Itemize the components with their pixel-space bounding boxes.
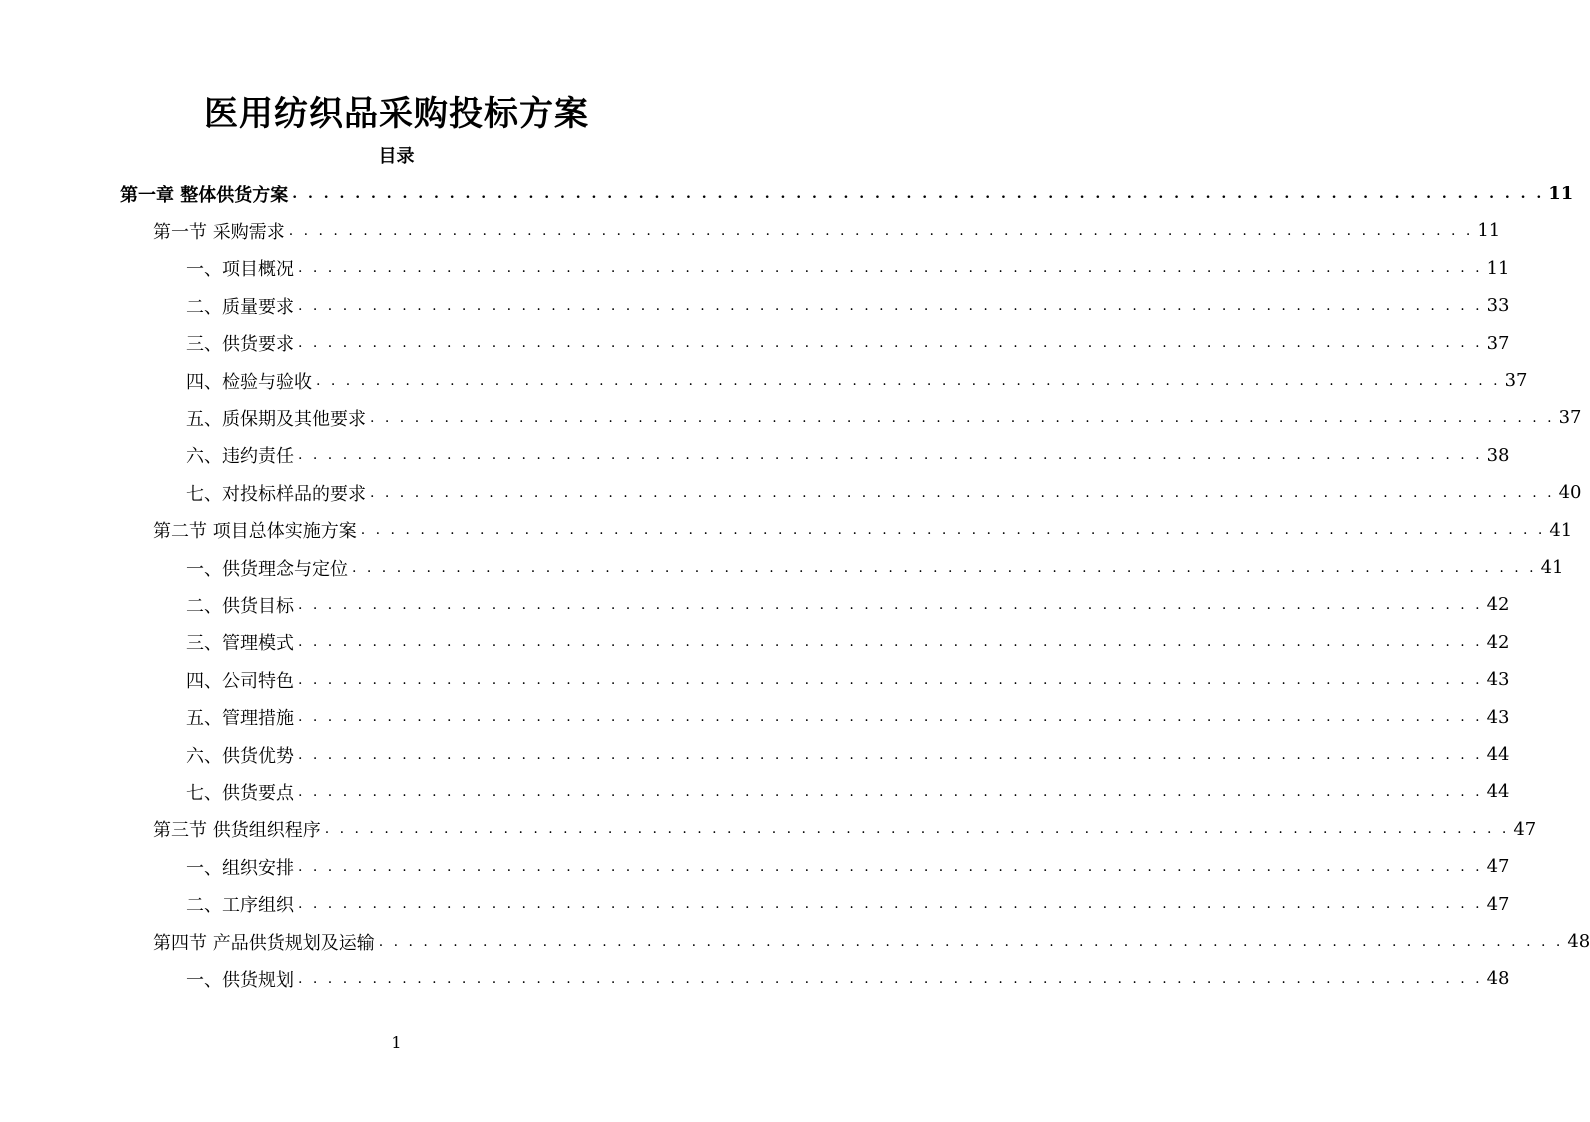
toc-entry-label: 第一节 采购需求: [153, 221, 285, 243]
toc-entry-page: 47: [1513, 818, 1537, 840]
toc-entry-page: 43: [1486, 706, 1510, 728]
toc-entry-page: 41: [1540, 557, 1564, 578]
toc-entry[interactable]: [186, 362, 1528, 399]
toc-entry-label: 一、项目概况: [186, 259, 294, 281]
toc-entry-label: 五、质保期及其他要求: [186, 408, 366, 430]
toc-dot-leader: . . . . . . . . . . . . . . . . . . . . . . . . . . . . . . . . . . . . . . . . . . . . . . . . . . . . . . . . . . . . . . . . . . . . . . . . . . . . . . . .: [370, 409, 1555, 426]
toc-entry[interactable]: [186, 287, 1510, 324]
toc-entry-page: 11: [1486, 257, 1510, 279]
toc-entry[interactable]: [153, 923, 1590, 960]
toc-entry[interactable]: [186, 437, 1510, 474]
toc-entry-label: 二、工序组织: [186, 895, 294, 917]
toc-entry-page: 42: [1486, 631, 1510, 653]
toc-dot-leader: . . . . . . . . . . . . . . . . . . . . . . . . . . . . . . . . . . . . . . . . . . . . . . . . . . . . . . . . . . . . . . . . . . . . . . . . . . . . . . . .: [292, 185, 1545, 202]
toc-dot-leader: . . . . . . . . . . . . . . . . . . . . . . . . . . . . . . . . . . . . . . . . . . . . . . . . . . . . . . . . . . . . . . . . . . . . . . . . . . . . . . . .: [352, 559, 1537, 576]
toc-entry-label: 一、供货规划: [186, 969, 294, 991]
toc-entry-page: 44: [1486, 781, 1510, 803]
toc-entry-page: 37: [1486, 332, 1510, 354]
toc-entry-page: 11: [1477, 220, 1501, 242]
toc-entry-page: 37: [1558, 407, 1582, 429]
toc-entry[interactable]: [186, 399, 1582, 436]
page-number: 1: [391, 1033, 402, 1052]
toc-entry-label: 四、公司特色: [186, 670, 294, 692]
toc-entry-label: 七、对投标样品的要求: [186, 483, 366, 505]
toc-entry[interactable]: [153, 212, 1501, 249]
toc-entry-label: 五、管理措施: [186, 708, 294, 730]
toc-entry-page: 43: [1486, 669, 1510, 691]
toc-entry[interactable]: [186, 624, 1510, 661]
toc-entry-label: 第三节 供货组织程序: [153, 820, 321, 842]
toc-entry[interactable]: [186, 699, 1510, 736]
toc-entry[interactable]: [186, 586, 1510, 623]
toc-entry-label: 三、管理模式: [186, 633, 294, 655]
toc-entry-label: 二、供货目标: [186, 595, 294, 617]
toc-entry[interactable]: [186, 960, 1510, 997]
toc-dot-leader: . . . . . . . . . . . . . . . . . . . . . . . . . . . . . . . . . . . . . . . . . . . . . . . . . . . . . . . . . . . . . . . . . . . . . . . . . . . . . . . .: [298, 447, 1483, 464]
toc-dot-leader: . . . . . . . . . . . . . . . . . . . . . . . . . . . . . . . . . . . . . . . . . . . . . . . . . . . . . . . . . . . . . . . . . . . . . . . . . . . . . . . .: [298, 709, 1483, 726]
toc-entry-page: 33: [1486, 295, 1510, 317]
toc-entry-page: 48: [1567, 931, 1590, 952]
toc-entry-label: 一、组织安排: [186, 857, 294, 879]
toc-dot-leader: . . . . . . . . . . . . . . . . . . . . . . . . . . . . . . . . . . . . . . . . . . . . . . . . . . . . . . . . . . . . . . . . . . . . . . . . . . . . . . . .: [298, 783, 1483, 800]
toc-entry[interactable]: [186, 848, 1510, 885]
toc-dot-leader: . . . . . . . . . . . . . . . . . . . . . . . . . . . . . . . . . . . . . . . . . . . . . . . . . . . . . . . . . . . . . . . . . . . . . . . . . . . . . . . .: [298, 746, 1483, 763]
toc-dot-leader: . . . . . . . . . . . . . . . . . . . . . . . . . . . . . . . . . . . . . . . . . . . . . . . . . . . . . . . . . . . . . . . . . . . . . . . . . . . . . . . .: [288, 222, 1474, 239]
toc-entry[interactable]: [186, 474, 1582, 511]
toc-dot-leader: . . . . . . . . . . . . . . . . . . . . . . . . . . . . . . . . . . . . . . . . . . . . . . . . . . . . . . . . . . . . . . . . . . . . . . . . . . . . . . . .: [298, 858, 1483, 875]
toc-entry-page: 11: [1548, 183, 1574, 204]
toc-dot-leader: . . . . . . . . . . . . . . . . . . . . . . . . . . . . . . . . . . . . . . . . . . . . . . . . . . . . . . . . . . . . . . . . . . . . . . . . . . . . . . . .: [298, 634, 1483, 651]
toc-entry-page: 47: [1486, 893, 1510, 915]
toc-dot-leader: . . . . . . . . . . . . . . . . . . . . . . . . . . . . . . . . . . . . . . . . . . . . . . . . . . . . . . . . . . . . . . . . . . . . . . . . . . . . . . . .: [298, 671, 1483, 688]
toc-entry-page: 42: [1486, 594, 1510, 616]
toc-entry-page: 38: [1486, 444, 1510, 466]
toc-entry-label: 六、供货优势: [186, 745, 294, 767]
toc-entry-label: 第四节 产品供货规划及运输: [153, 932, 375, 954]
toc-entry-label: 一、供货理念与定位: [186, 558, 348, 580]
toc-entry-page: 41: [1549, 519, 1573, 541]
toc-entry[interactable]: [186, 736, 1510, 773]
toc-entry-page: 48: [1486, 968, 1510, 990]
toc-entry[interactable]: [186, 549, 1564, 586]
toc-dot-leader: . . . . . . . . . . . . . . . . . . . . . . . . . . . . . . . . . . . . . . . . . . . . . . . . . . . . . . . . . . . . . . . . . . . . . . . . . . . . . . . .: [298, 896, 1483, 913]
toc-entry[interactable]: [120, 175, 1574, 212]
toc-entry[interactable]: [153, 512, 1573, 549]
toc-dot-leader: . . . . . . . . . . . . . . . . . . . . . . . . . . . . . . . . . . . . . . . . . . . . . . . . . . . . . . . . . . . . . . . . . . . . . . . . . . . . . . . .: [324, 821, 1510, 838]
toc-entry-label: 第一章 整体供货方案: [120, 184, 289, 206]
toc-entry-label: 四、检验与验收: [186, 371, 312, 393]
toc-dot-leader: . . . . . . . . . . . . . . . . . . . . . . . . . . . . . . . . . . . . . . . . . . . . . . . . . . . . . . . . . . . . . . . . . . . . . . . . . . . . . . . .: [298, 297, 1483, 314]
toc-dot-leader: . . . . . . . . . . . . . . . . . . . . . . . . . . . . . . . . . . . . . . . . . . . . . . . . . . . . . . . . . . . . . . . . . . . . . . . . . . . . . . . .: [298, 970, 1483, 987]
toc-dot-leader: . . . . . . . . . . . . . . . . . . . . . . . . . . . . . . . . . . . . . . . . . . . . . . . . . . . . . . . . . . . . . . . . . . . . . . . . . . . . . . . .: [360, 522, 1546, 539]
toc-entry-label: 第二节 项目总体实施方案: [153, 521, 357, 543]
toc-dot-leader: . . . . . . . . . . . . . . . . . . . . . . . . . . . . . . . . . . . . . . . . . . . . . . . . . . . . . . . . . . . . . . . . . . . . . . . . . . . . . . . .: [316, 372, 1501, 389]
toc-dot-leader: . . . . . . . . . . . . . . . . . . . . . . . . . . . . . . . . . . . . . . . . . . . . . . . . . . . . . . . . . . . . . . . . . . . . . . . . . . . . . . . .: [378, 933, 1564, 950]
toc-entry-page: 44: [1486, 744, 1510, 765]
toc-entry-page: 37: [1504, 370, 1528, 391]
toc-entry[interactable]: [186, 886, 1510, 923]
toc-entry[interactable]: [186, 661, 1510, 698]
toc-entry[interactable]: [153, 811, 1537, 848]
toc-entry-page: 40: [1558, 482, 1582, 504]
toc-entry[interactable]: [186, 250, 1510, 287]
toc-entry[interactable]: [186, 773, 1510, 810]
toc-entry[interactable]: [186, 325, 1510, 362]
toc-entry-page: 47: [1486, 856, 1510, 878]
toc-entry-label: 六、违约责任: [186, 446, 294, 468]
toc-entry-label: 三、供货要求: [186, 334, 294, 356]
toc-heading: 目录: [378, 146, 415, 167]
toc-dot-leader: . . . . . . . . . . . . . . . . . . . . . . . . . . . . . . . . . . . . . . . . . . . . . . . . . . . . . . . . . . . . . . . . . . . . . . . . . . . . . . . .: [370, 484, 1555, 501]
toc-dot-leader: . . . . . . . . . . . . . . . . . . . . . . . . . . . . . . . . . . . . . . . . . . . . . . . . . . . . . . . . . . . . . . . . . . . . . . . . . . . . . . . .: [298, 596, 1483, 613]
toc-entry-label: 七、供货要点: [186, 782, 294, 804]
toc-dot-leader: . . . . . . . . . . . . . . . . . . . . . . . . . . . . . . . . . . . . . . . . . . . . . . . . . . . . . . . . . . . . . . . . . . . . . . . . . . . . . . . .: [298, 260, 1483, 277]
toc-dot-leader: . . . . . . . . . . . . . . . . . . . . . . . . . . . . . . . . . . . . . . . . . . . . . . . . . . . . . . . . . . . . . . . . . . . . . . . . . . . . . . . .: [298, 335, 1483, 352]
toc-entry-label: 二、质量要求: [186, 296, 294, 318]
document-title: 医用纺织品采购投标方案: [204, 94, 589, 134]
